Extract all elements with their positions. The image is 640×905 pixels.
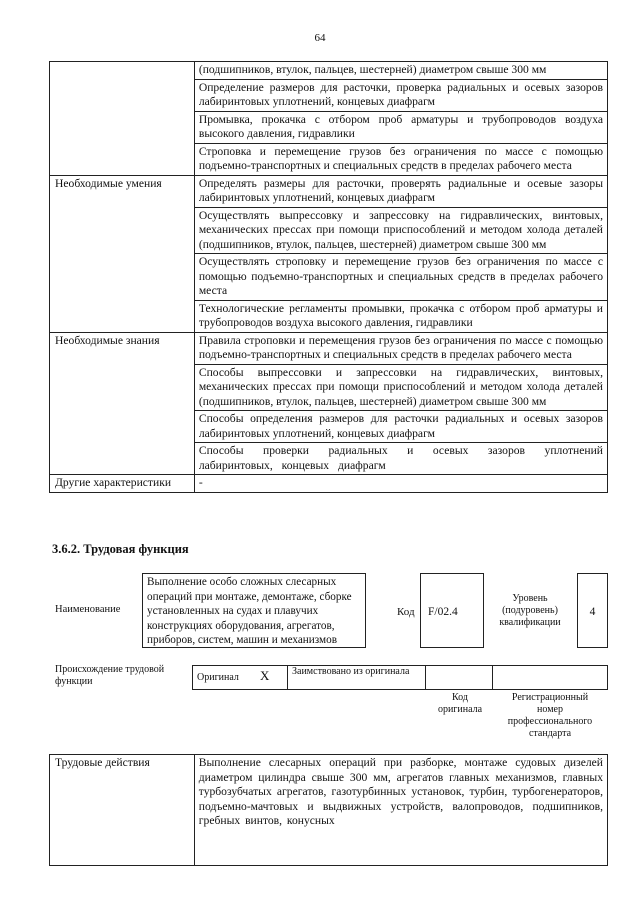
level-label: Уровень (подуровень) квалификации xyxy=(499,593,561,628)
section-title: 3.6.2. Трудовая функция xyxy=(52,542,189,556)
table-cell: Способы определения размеров для расточки радиальных и осевых зазоров лабиринтовых уплотнений, концевых диафрагм xyxy=(194,411,607,443)
table-cell: Способы выпрессовки и запрессовки на гидравлических, винтовых, механических прессах при помощи приспособлений и методом холода деталей (подшипников, втулок, пальцев, шестерней) диаметром свыше 300 мм xyxy=(194,364,607,411)
level-value: 4 xyxy=(589,606,596,618)
actions-table xyxy=(49,754,608,866)
original-label: Оригинал xyxy=(197,672,239,683)
table-cell: - xyxy=(194,475,607,493)
borrowed-label: Заимствовано из оригинала xyxy=(292,666,410,677)
row-label-actions: Трудовые действия xyxy=(50,755,195,866)
table-row xyxy=(50,332,608,364)
table-row xyxy=(50,62,608,80)
row-label xyxy=(50,62,195,176)
table-cell: Выполнение слесарных операций при разборке, монтаже судовых дизелей диаметром цилиндра свыше 300 мм, агрегатов главных механизмов, главных турбозубчатых агрегатов, газотурбинных установок, турбин, турбогенераторов, подъемно-мачтовых и выдвижных устройств, валопроводов, подшипников, гребных винтов, конусных xyxy=(194,755,607,866)
table-cell: Технологические регламенты промывки, прокачка с отбором проб арматуры и трубопроводов воздуха высокого давления, гидравлики xyxy=(194,300,607,332)
original-mark: X xyxy=(260,668,270,683)
row-label-skills: Необходимые умения xyxy=(50,175,195,332)
table-cell: Определение размеров для расточки, проверка радиальных и осевых зазоров лабиринтовых уплотнений, концевых диафрагм xyxy=(194,79,607,111)
origin-divider xyxy=(425,665,426,690)
row-label-other: Другие характеристики xyxy=(50,475,195,493)
origin-divider xyxy=(287,665,288,690)
code-original-caption: Код оригинала xyxy=(437,692,483,715)
code-value: F/02.4 xyxy=(428,606,458,618)
code-label: Код xyxy=(397,606,415,618)
table-cell: Строповка и перемещение грузов без ограничения по массе с помощью подъемно-транспортных и специальных средств в пределах рабочего места xyxy=(194,143,607,175)
table-cell: Определять размеры для расточки, проверять радиальные и осевые зазоры лабиринтовых уплотнений, концевых диафрагм xyxy=(194,175,607,207)
table-row xyxy=(50,175,608,207)
table-row xyxy=(50,755,608,866)
origin-label: Происхождение трудовой функции xyxy=(55,664,165,687)
origin-divider xyxy=(492,665,493,690)
table-cell: Правила строповки и перемещения грузов без ограничения по массе с помощью подъемно-транспортных и специальных средств в пределах рабочего места xyxy=(194,332,607,364)
row-label-knowledge: Необходимые знания xyxy=(50,332,195,475)
page-number: 64 xyxy=(314,32,326,44)
table-cell: Промывка, прокачка с отбором проб арматуры и трубопроводов воздуха высокого давления, гидравлики xyxy=(194,111,607,143)
table-cell: Осуществлять строповку и перемещение грузов без ограничения по массе с помощью подъемно-транспортных и специальных средств в пределах рабочего места xyxy=(194,254,607,301)
registration-caption: Регистрационный номер профессионального стандарта xyxy=(507,692,593,739)
table-cell: Осуществлять выпрессовку и запрессовку на гидравлических, винтовых, механических прессах при помощи приспособлений и методом холода деталей (подшипников, втулок, пальцев, шестерней) диаметром свыше 300 мм xyxy=(194,207,607,254)
function-name: Выполнение особо сложных слесарных операций при монтаже, демонтаже, сборке установленных на судах и плавучих конструкциях оборудования, агрегатов, приборов, систем, машин и механизмов xyxy=(147,576,352,646)
table-row xyxy=(50,475,608,493)
requirements-table xyxy=(49,61,608,493)
name-label: Наименование xyxy=(55,604,121,615)
table-cell: Способы проверки радиальных и осевых зазоров уплотнений лабиринтовых, концевых диафрагм xyxy=(194,443,607,475)
table-cell: (подшипников, втулок, пальцев, шестерней) диаметром свыше 300 мм xyxy=(194,62,607,80)
